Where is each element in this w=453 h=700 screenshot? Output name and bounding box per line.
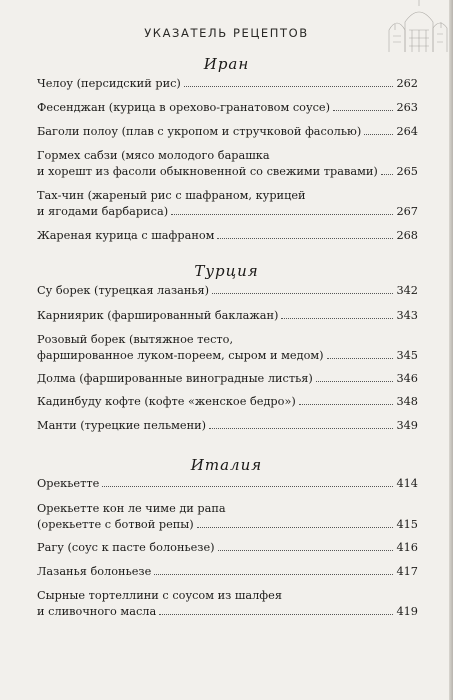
page-edge	[449, 0, 453, 700]
entry-title-line: Орекьетте кон ле чиме ди рапа	[37, 502, 226, 515]
dot-leader	[184, 86, 394, 87]
entry-title-line: Сырные тортеллини с соусом из шалфея	[37, 589, 282, 602]
toc-entry[interactable]	[37, 283, 418, 299]
entry-title-line: и ягодами барбариса)	[37, 204, 169, 218]
dot-leader	[212, 293, 393, 294]
page-header: УКАЗАТЕЛЬ РЕЦЕПТОВ	[144, 26, 309, 40]
toc-entry[interactable]	[37, 371, 418, 387]
entry-title-line: Гормех сабзи (мясо молодого барашка	[37, 149, 270, 162]
page-number: 267	[396, 204, 418, 218]
dot-leader	[102, 486, 393, 487]
entry-title-line: Розовый борек (вытяжное тесто,	[37, 333, 234, 346]
dot-leader	[218, 550, 394, 551]
toc-entry[interactable]	[37, 540, 418, 556]
toc-entry[interactable]	[37, 476, 418, 492]
page-number: 262	[396, 77, 418, 90]
page-number: 346	[396, 372, 418, 385]
toc-entry[interactable]	[37, 332, 418, 363]
toc-entry[interactable]	[37, 228, 418, 244]
page-number: 268	[396, 229, 418, 242]
toc-entry[interactable]	[37, 148, 418, 179]
page-number: 348	[396, 395, 418, 408]
dot-leader	[154, 574, 393, 575]
dot-leader	[381, 174, 394, 175]
entry-title: Лазанья болоньезе	[37, 565, 152, 578]
page-number: 419	[396, 604, 418, 618]
entry-title-line: (орекьетте с ботвой репы)	[37, 517, 194, 531]
dot-leader	[159, 614, 393, 615]
dot-leader	[364, 134, 393, 135]
page-number: 414	[396, 477, 418, 490]
entry-title-line: и хорешт из фасоли обыкновенной со свежими травами)	[37, 164, 378, 178]
entry-title-line: фаршированное луком-пореем, сыром и медом)	[37, 348, 324, 362]
page-number: 343	[396, 309, 418, 322]
dot-leader	[281, 318, 393, 319]
toc-entry[interactable]	[37, 588, 418, 619]
entry-title: Челоу (персидский рис)	[37, 77, 181, 90]
entry-title: Карниярик (фаршированный баклажан)	[37, 309, 279, 322]
page-number: 342	[396, 284, 418, 297]
toc-entry[interactable]	[37, 394, 418, 410]
page-number: 416	[396, 541, 418, 554]
toc-entry[interactable]	[37, 501, 418, 532]
entry-title: Фесенджан (курица в орехово-гранатовом соусе)	[37, 101, 331, 114]
entry-title: Манти (турецкие пельмени)	[37, 419, 207, 432]
page-number: 415	[396, 517, 418, 531]
page-number: 265	[396, 164, 418, 178]
dot-leader	[327, 358, 394, 359]
entry-title: Баголи полоу (плав с укропом и стручковой фасолью)	[37, 125, 362, 138]
entry-title: Орекьетте	[37, 477, 100, 490]
dot-leader	[316, 381, 394, 382]
page-number: 345	[396, 348, 418, 362]
toc-entry[interactable]	[37, 124, 418, 140]
page-number: 349	[396, 419, 418, 432]
dot-leader	[171, 214, 393, 215]
section-title-turkey: Турция	[194, 262, 259, 280]
page-number: 264	[396, 125, 418, 138]
entry-title-line: Тах-чин (жареный рис с шафраном, курицей	[37, 189, 306, 202]
entry-title: Жареная курица с шафраном	[37, 229, 215, 242]
entry-title: Долма (фаршированные виноградные листья)	[37, 372, 313, 385]
toc-entry[interactable]	[37, 418, 418, 434]
dot-leader	[197, 527, 394, 528]
page-number: 417	[396, 565, 418, 578]
toc-entry[interactable]	[37, 76, 418, 92]
entry-title-line: и сливочного масла	[37, 604, 157, 618]
section-title-iran: Иран	[203, 55, 250, 73]
toc-entry[interactable]	[37, 564, 418, 580]
toc-entry[interactable]	[37, 308, 418, 324]
entry-title: Кадинбуду кофте (кофте «женское бедро»)	[37, 395, 296, 408]
page-number: 263	[396, 101, 418, 114]
dot-leader	[217, 238, 393, 239]
section-title-italy: Италия	[190, 456, 263, 474]
dot-leader	[209, 428, 393, 429]
entry-title: Су борек (турецкая лазанья)	[37, 284, 210, 297]
toc-entry[interactable]	[37, 100, 418, 116]
dot-leader	[299, 404, 394, 405]
dot-leader	[333, 110, 393, 111]
entry-title: Рагу (соус к пасте болоньезе)	[37, 541, 215, 554]
toc-entry[interactable]	[37, 188, 418, 219]
